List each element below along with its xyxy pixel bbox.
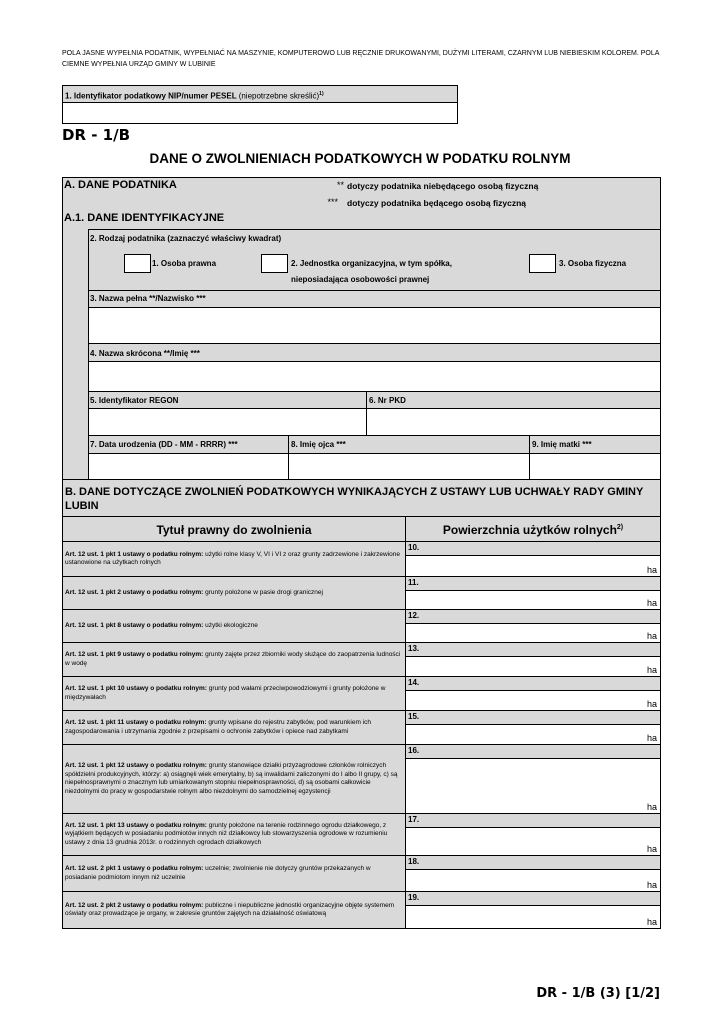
exemption-title-cell xyxy=(62,576,406,610)
area-field-label: 16. xyxy=(405,744,661,814)
checkbox-legal-person[interactable] xyxy=(124,254,151,273)
exemption-title-text xyxy=(65,551,403,568)
col-area: Powierzchnia użytków rolnych$^{2)}$ xyxy=(405,516,661,542)
exemption-title-cell xyxy=(62,855,406,892)
area-field-label: 14. xyxy=(405,676,661,711)
page-title: DANE O ZWOLNIENIACH PODATKOWYCH W PODATKU ROLNYM xyxy=(149,151,571,166)
full-name-input[interactable] xyxy=(89,307,660,344)
nip-label: 1. Identyfikator podatkowy NIP/numer PESEL (niepotrzebne skreślić)$^{1)}$ xyxy=(65,91,324,101)
exemption-title-cell xyxy=(62,744,406,814)
father-name-input[interactable] xyxy=(289,453,529,479)
legend-2-text: dotyczy podatnika będącego osobą fizyczną xyxy=(347,198,527,208)
checkbox-natural-person[interactable] xyxy=(529,254,556,273)
area-input[interactable] xyxy=(406,656,660,676)
option-natural-person: 3. Osoba fizyczna xyxy=(559,259,627,268)
exemption-title-text xyxy=(65,685,403,702)
option-organizational-unit-line1: 2. Jednostka organizacyjna, w tym spółka, xyxy=(291,259,452,268)
unit-ha: ha xyxy=(646,699,657,709)
exemption-title-text xyxy=(65,762,403,796)
mother-name-label: 9. Imię matki *** xyxy=(532,440,592,449)
exemption-article: Art. 12 ust. 1 pkt 10 ustawy o podatku rolnym: xyxy=(65,685,207,692)
section-b-header xyxy=(62,479,661,517)
short-name-label: 4. Nazwa skrócona **/Imię *** xyxy=(90,349,200,358)
nip-label-box xyxy=(62,85,458,103)
pkd-input[interactable] xyxy=(367,408,660,436)
exemption-title-text xyxy=(65,622,258,631)
exemption-title-cell xyxy=(62,891,406,929)
area-field-label: 18. xyxy=(405,855,661,892)
unit-ha: ha xyxy=(646,844,657,854)
area-input[interactable] xyxy=(406,555,660,576)
exemption-description: grunty wpisane do rejestru zabytków, pod warunkiem ich zagospodarowania i utrzymania zgodnie z przepisami o ochronie zabytków i opiece nad zabytkami xyxy=(65,719,371,735)
exemption-title-text xyxy=(65,719,403,736)
unit-ha: ha xyxy=(646,565,657,575)
area-input[interactable] xyxy=(406,590,660,609)
exemption-title-cell xyxy=(62,642,406,677)
exemption-title-cell xyxy=(62,710,406,745)
option-organizational-unit-line2: nieposiadająca osobowości prawnej xyxy=(291,275,430,284)
section-a-heading: A. DANE PODATNIKA xyxy=(64,179,177,191)
exemption-title-cell xyxy=(62,676,406,711)
exemption-title-text xyxy=(65,822,403,848)
exemption-description: użytki ekologiczne xyxy=(203,621,258,629)
unit-ha: ha xyxy=(646,880,657,890)
regon-input[interactable] xyxy=(89,408,366,436)
exemption-description: publiczne i niepubliczne jednostki organizacyjne objęte systemem oświaty oraz prowadzące je organy, w zakresie gruntów zajętych na działalność oświatową xyxy=(65,901,395,917)
section-b-heading: B. DANE DOTYCZĄCE ZWOLNIEŃ PODATKOWYCH WYNIKAJĄCYCH Z USTAWY LUB UCHWAŁY RADY GMINY LUBIN xyxy=(65,486,644,512)
area-input[interactable] xyxy=(406,869,660,891)
form-code: DR - 1/B xyxy=(62,126,131,144)
area-input[interactable] xyxy=(406,758,660,813)
footer-form-code: DR - 1/B (3) [1/2] xyxy=(536,986,660,1001)
exemption-article: Art. 12 ust. 2 pkt 2 ustawy o podatku rolnym: xyxy=(65,901,204,909)
exemption-description: grunty stanowiące działki przyzagrodowe członków rolniczych spółdzielni produkcyjnych, którzy: a) osiągnęli wiek emerytalny, b) są inwalidami zaliczonymi do I albo II grupy, c) są niepełnosprawnymi o znacznym lub umiarkowanym stopniu niepełnosprawności, d) są osobami całkowicie niezdolnymi do pracy w gospodarstwie rolnym albo niezdolnymi do samodzielnej egzystencji xyxy=(65,762,398,795)
legend-1-symbol: ** xyxy=(336,180,344,190)
unit-ha: ha xyxy=(646,733,657,743)
section-a1-heading: A.1. DANE IDENTYFIKACYJNE xyxy=(64,212,225,224)
mother-name-input[interactable] xyxy=(530,453,660,479)
exemption-article: Art. 12 ust. 1 pkt 12 ustawy o podatku rolnym: xyxy=(65,762,207,769)
unit-ha: ha xyxy=(646,598,657,608)
exemption-description: grunty zajęte przez zbiorniki wody służące do zaopatrzenia ludności w wodę xyxy=(65,651,401,667)
pkd-label: 6. Nr PKD xyxy=(369,396,406,405)
father-name-label: 8. Imię ojca *** xyxy=(291,440,346,449)
unit-ha: ha xyxy=(646,631,657,641)
exemption-title-cell xyxy=(62,609,406,643)
area-input[interactable] xyxy=(406,905,660,928)
area-field-label: 12. xyxy=(405,609,661,643)
unit-ha: ha xyxy=(646,917,657,927)
exemption-title-text xyxy=(65,865,403,882)
header-instructions: POLA JASNE WYPEŁNIA PODATNIK, WYPEŁNIAĆ NA MASZYNIE, KOMPUTEROWO LUB RĘCZNIE DRUKOWANYMI, DUŻYMI LITERAMI, CZARNYM LUB NIEBIESKIM KOLOREM. POLA CIEMNE WYPEŁNIA URZĄD GMINY W LUBINIE xyxy=(62,50,660,68)
short-name-input[interactable] xyxy=(89,361,660,392)
checkbox-organizational-unit[interactable] xyxy=(261,254,288,273)
full-name-label: 3. Nazwa pełna **/Nazwisko *** xyxy=(90,294,206,303)
birth-date-input[interactable] xyxy=(89,453,288,479)
area-input[interactable] xyxy=(406,690,660,710)
exemption-article: Art. 12 ust. 1 pkt 11 ustawy o podatku rolnym: xyxy=(65,719,207,726)
nip-input[interactable] xyxy=(62,102,458,124)
exemption-title-text xyxy=(65,651,403,668)
unit-ha: ha xyxy=(646,665,657,675)
exemption-article: Art. 12 ust. 1 pkt 2 ustawy o podatku rolnym: xyxy=(65,588,204,596)
area-input[interactable] xyxy=(406,623,660,642)
area-field-label: 13. xyxy=(405,642,661,677)
area-field-label: 15. xyxy=(405,710,661,745)
option-legal-person: 1. Osoba prawna xyxy=(152,259,217,268)
exemption-title-cell xyxy=(62,541,406,577)
exemption-description: grunty położone na terenie rodzinnego ogrodu działkowego, z wyjątkiem będących w posiadaniu podmiotów innych niż działkowcy lub stowarzyszenia ogrodowe w rozumieniu ustawy z dnia 13 grudnia 2013r. o rodzinnych ogrodach działkowych xyxy=(65,821,388,846)
unit-ha: ha xyxy=(646,802,657,812)
col-legal-title: Tytuł prawny do zwolnienia xyxy=(62,516,406,542)
exemption-article: Art. 12 ust. 1 pkt 8 ustawy o podatku rolnym: xyxy=(65,621,204,629)
area-field-label: 17. xyxy=(405,813,661,856)
exemption-article: Art. 12 ust. 1 pkt 13 ustawy o podatku rolnym: xyxy=(65,821,207,829)
exemption-title-text xyxy=(65,589,323,598)
area-field-label: 11. xyxy=(405,576,661,610)
taxpayer-type-label: 2. Rodzaj podatnika (zaznaczyć właściwy kwadrat) xyxy=(90,234,282,243)
exemption-article: Art. 12 ust. 2 pkt 1 ustawy o podatku rolnym: xyxy=(65,865,204,872)
exemption-description: grunty pod wałami przeciwpowodziowymi i grunty położone w międzywałach xyxy=(65,685,386,701)
birth-date-label: 7. Data urodzenia (DD - MM - RRRR) *** xyxy=(90,440,238,449)
exemption-title-text xyxy=(65,902,403,919)
exemption-description: uczelnie; zwolnienie nie dotyczy gruntów przekazanych w posiadanie podmiotom innym niż uczelnie xyxy=(65,865,371,881)
exemption-article: Art. 12 ust. 1 pkt 1 ustawy o podatku rolnym: xyxy=(65,550,204,558)
area-input[interactable] xyxy=(406,724,660,744)
area-input[interactable] xyxy=(406,827,660,855)
area-field-label: 19. xyxy=(405,891,661,929)
legend-2-symbol: *** xyxy=(327,197,338,207)
legend-1-text: dotyczy podatnika niebędącego osobą fizyczną xyxy=(347,181,539,191)
exemption-description: grunty położone w pasie drogi granicznej xyxy=(203,588,323,596)
exemption-title-cell xyxy=(62,813,406,856)
exemption-description: użytki rolne klasy V, VI i VI z oraz grunty zadrzewione i zakrzewione ustanowione na użytkach rolnych xyxy=(65,550,400,566)
area-field-label: 10. xyxy=(405,541,661,577)
regon-label: 5. Identyfikator REGON xyxy=(90,396,179,405)
exemption-article: Art. 12 ust. 1 pkt 9 ustawy o podatku rolnym: xyxy=(65,651,204,658)
